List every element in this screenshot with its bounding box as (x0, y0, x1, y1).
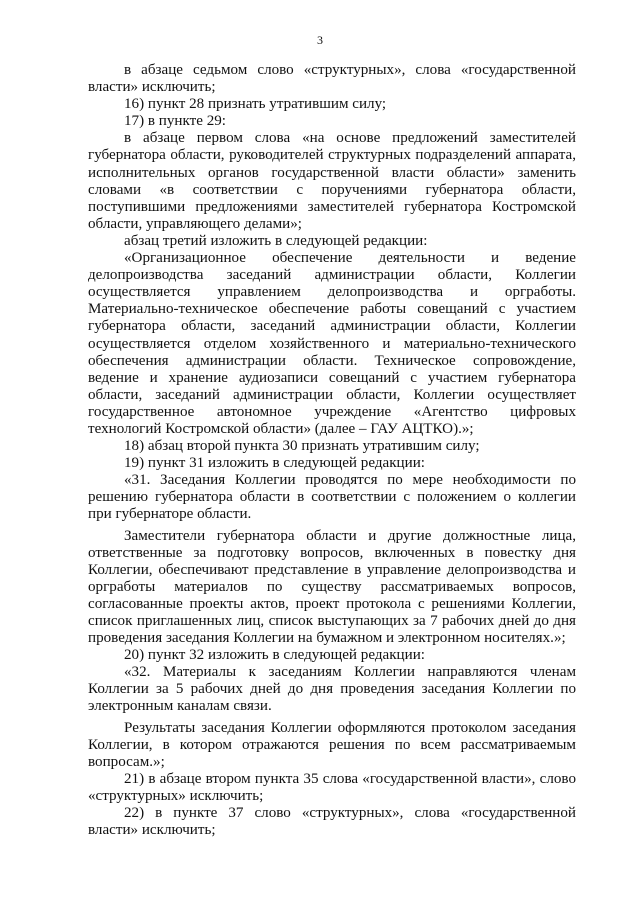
page-number: 3 (317, 33, 323, 47)
paragraph: «31. Заседания Коллегии проводятся по мере необходимости по решению губернатора области в соответствии с положением о коллегии при губернаторе области. (88, 472, 576, 523)
paragraph: 19) пункт 31 изложить в следующей редакции: (124, 455, 425, 472)
paragraph: 16) пункт 28 признать утратившим силу; (124, 96, 387, 113)
paragraph: в абзаце седьмом слово «структурных», слова «государственной власти» исключить; (88, 62, 576, 96)
paragraph: 22) в пункте 37 слово «структурных», слова «государственной власти» исключить; (88, 805, 576, 839)
paragraph: Заместители губернатора области и другие должностные лица, ответственные за подготовку вопросов, включенных в повестку дня Коллегии, обеспечивают представление в управление делопроизводства и оргработы материалов по существу рассматриваемых вопросов, согласованные проекты актов, проект протокола с решениями Коллегии, список приглашенных лиц, список выступающих за 7 рабочих дней до дня проведения заседания Коллегии на бумажном и электронном носителях.»; (88, 527, 576, 647)
paragraph: 21) в абзаце втором пункта 35 слова «государственной власти», слово «структурных» исключить; (88, 770, 576, 804)
paragraph: Результаты заседания Коллегии оформляются протоколом заседания Коллегии, в котором отражаются решения по всем рассматриваемым вопросам.»; (88, 719, 576, 770)
paragraph: 17) в пункте 29: (124, 113, 226, 130)
paragraph: «32. Материалы к заседаниям Коллегии направляются членам Коллегии за 5 рабочих дней до дня проведения заседания Коллегии по электронным каналам связи. (88, 664, 576, 715)
document-body (88, 62, 576, 839)
paragraph: 20) пункт 32 изложить в следующей редакции: (124, 647, 425, 664)
paragraph: в абзаце первом слова «на основе предложений заместителей губернатора области, руководителей структурных подразделений аппарата, исполнительных органов государственной власти области» заменить словами «в соответствии с поручениями губернатора области, поступившими предложениями заместителей губернатора Костромской области, управляющего делами»; (88, 130, 576, 232)
paragraph: «Организационное обеспечение деятельности и ведение делопроизводства заседаний администрации области, Коллегии осуществляется управлением делопроизводства и оргработы. Материально-техническое обеспечение работы совещаний с участием губернатора области, заседаний администрации области, Коллегии осуществляется отделом хозяйственного и материально-технического обеспечения администрации области. Техническое сопровождение, ведение и хранение аудиозаписи совещаний с участием губернатора области, заседаний администрации области, Коллегии осуществляет государственное автономное учреждение «Агентство цифровых технологий Костромской области» (далее – ГАУ АЦТКО).»; (88, 250, 576, 437)
paragraph: 18) абзац второй пункта 30 признать утратившим силу; (124, 438, 480, 455)
paragraph: абзац третий изложить в следующей редакции: (124, 232, 428, 249)
